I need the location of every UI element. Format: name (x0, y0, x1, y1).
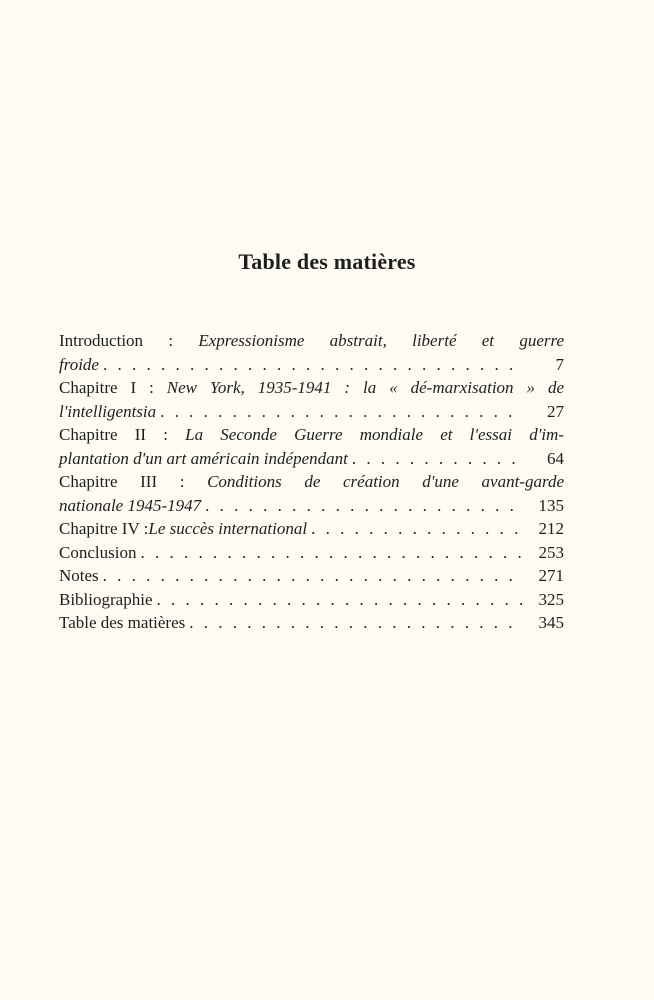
dot-leader (103, 353, 522, 377)
toc-entry-line (59, 541, 564, 565)
dot-leader (103, 564, 522, 588)
table-of-contents (59, 329, 564, 635)
dot-leader (156, 588, 522, 612)
dot-leader (352, 447, 522, 471)
toc-entry-line (59, 517, 564, 541)
toc-entry-line (59, 611, 564, 635)
toc-entry-title: froide (59, 354, 99, 374)
toc-page-number: 253 (538, 542, 564, 562)
dot-leader (205, 494, 522, 518)
toc-entry-line (59, 353, 564, 377)
toc-page-number: 27 (547, 401, 564, 421)
toc-entry-label: Conclusion (59, 542, 137, 562)
toc-entry-line (59, 423, 564, 447)
toc-entry-chapitre-4[interactable] (59, 517, 564, 541)
toc-entry-line (59, 494, 564, 518)
toc-entry-line (59, 447, 564, 471)
toc-entry-label: Chapitre I : (59, 378, 167, 397)
toc-entry-label: Bibliographie (59, 589, 153, 609)
toc-entry-line (59, 588, 564, 612)
toc-page-number: 212 (538, 519, 564, 538)
toc-entry-title: La Seconde Guerre mondiale et l'essai d'im- (185, 425, 564, 444)
toc-entry-title: New York, 1935-1941 : la « dé-marxisation » de (166, 378, 564, 397)
page-title: Table des matières (238, 249, 416, 274)
toc-entry-title: Conditions de création d'une avant-garde (207, 472, 565, 491)
toc-entry-label: Chapitre IV : (59, 519, 149, 538)
toc-page-number: 271 (538, 566, 564, 585)
toc-entry-chapitre-2[interactable] (59, 423, 564, 470)
toc-entry-line (59, 470, 564, 494)
toc-entry-introduction[interactable] (59, 329, 564, 376)
toc-entry-label: Table des matières (59, 613, 186, 632)
toc-entry-title: l'intelligentsia (59, 401, 157, 421)
toc-entry-label: Introduction : (59, 331, 199, 350)
toc-entry-chapitre-3[interactable] (59, 470, 564, 517)
toc-entry-label: Chapitre III : (59, 472, 208, 491)
toc-entry-chapitre-1[interactable] (59, 376, 564, 423)
dot-leader (311, 517, 522, 541)
toc-entry-title: nationale 1945-1947 (59, 495, 202, 515)
toc-entry-title: plantation d'un art américain indépendant (59, 448, 348, 468)
toc-entry-label: Chapitre II : (59, 425, 186, 444)
toc-entry-table-des-matieres[interactable] (59, 611, 564, 635)
toc-entry-line (59, 400, 564, 424)
toc-page-number: 7 (555, 354, 564, 374)
toc-page-number: 325 (538, 589, 564, 609)
toc-entry-line (59, 564, 564, 588)
toc-entry-notes[interactable] (59, 564, 564, 588)
toc-entry-label: Notes (59, 566, 99, 585)
toc-entry-line (59, 376, 564, 400)
toc-page-number: 64 (547, 448, 564, 468)
toc-entry-title: Expressionisme abstrait, liberté et guerre (198, 331, 565, 350)
dot-leader (189, 611, 522, 635)
toc-entry-bibliographie[interactable] (59, 588, 564, 612)
toc-page-number: 135 (538, 495, 564, 515)
toc-entry-title: Le succès international (148, 519, 308, 538)
dot-leader (160, 400, 522, 424)
toc-entry-conclusion[interactable] (59, 541, 564, 565)
toc-entry-line (59, 329, 564, 353)
toc-page-number: 345 (538, 613, 564, 632)
dot-leader (140, 541, 522, 565)
